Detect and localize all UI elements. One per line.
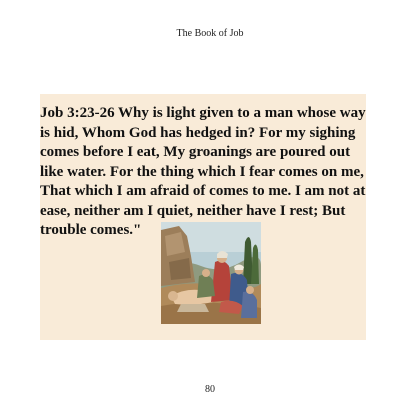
verse-line: Job 3:23-26 Why is light given to a man whose way <box>40 105 366 121</box>
verse-line: ease, neither am I quiet, neither have I rest; But <box>40 202 346 219</box>
verse-text <box>40 104 366 241</box>
job-illustration <box>161 222 261 324</box>
verse-slide <box>40 94 366 340</box>
verse-line: like water. For the thing which I fear comes on me, <box>40 163 364 180</box>
running-title: The Book of Job <box>176 28 244 39</box>
verse-line: That which I am afraid of comes to me. I am not at <box>40 183 366 199</box>
verse-line: comes before I eat, My groanings are poured out <box>40 144 351 160</box>
verse-line: is hid, Whom God has hedged in? For my sighing <box>40 124 356 141</box>
verse-line: trouble comes." <box>40 222 142 238</box>
page-number: 80 <box>205 384 215 395</box>
